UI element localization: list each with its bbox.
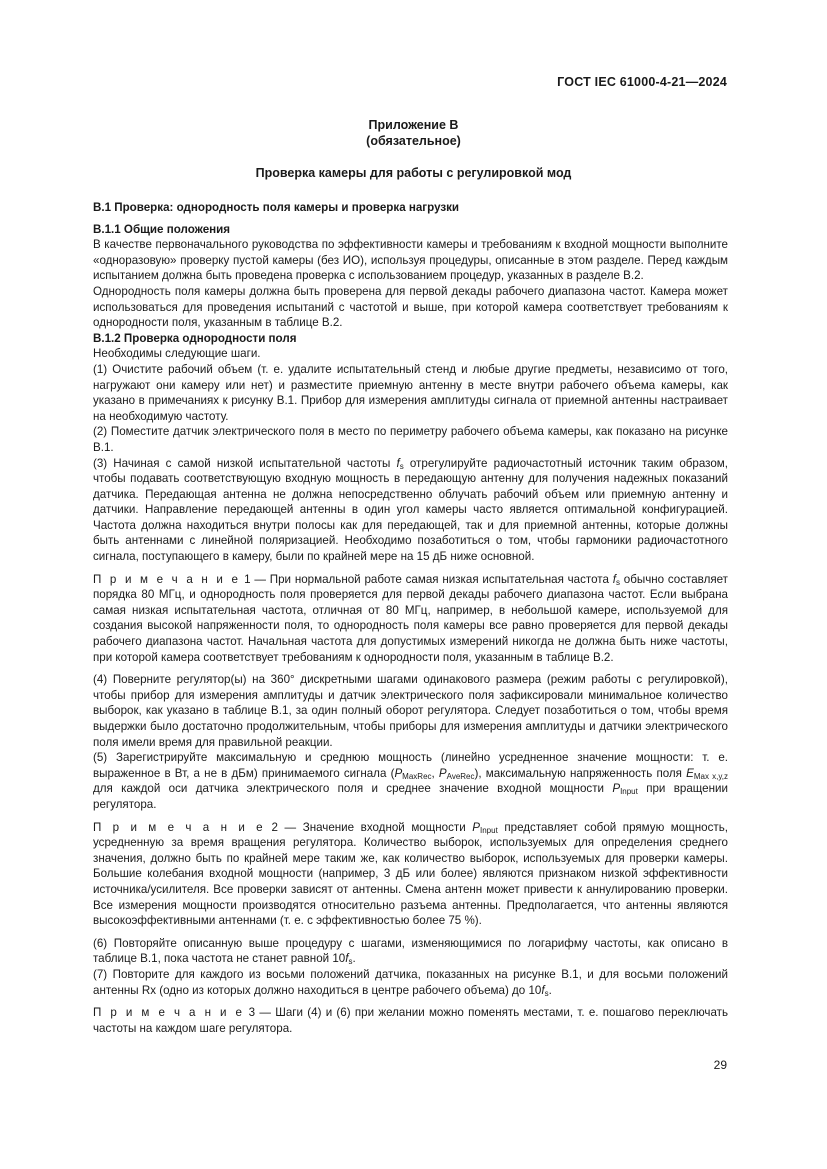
appendix-title: Приложение В (368, 118, 459, 132)
step-6: (6) Повторяйте описанную выше процедуру с шагами, изменяющимися по логарифму частоты, как описано в таблице В.1, пока частота не станет равной $10f_s$. (93, 936, 728, 967)
section-b12-heading: В.1.2 Проверка однородности поля (93, 331, 297, 345)
page-number: 29 (713, 1058, 727, 1072)
section-b11-heading: В.1.1 Общие положения (93, 222, 231, 236)
step-4: (4) Поверните регулятор(ы) на 360° дискретными шагами одинакового размера (режим работы с регулировкой), чтобы прибор для измерения амплитуды и датчик электрического поля зафиксировали минимальное количество выборок, как указано в таблице В.1, за один полный оборот регулятора. Следует позаботиться о том, чтобы время выдержки было достаточно продолжительным, чтобы приборы для измерения амплитуды и датчики электрического поля имели время для правильной реакции. (93, 673, 728, 749)
standard-code: ГОСТ IEC 61000-4-21—2024 (557, 75, 727, 89)
step-7: (7) Повторите для каждого из восьми положений датчика, показанных на рисунке В.1, и для восьми положений антенны Rx (одно из которых должно находиться в центре рабочего объема) до $10f_s$. (93, 967, 728, 998)
step-1: (1) Очистите рабочий объем (т. е. удалите испытательный стенд и любые другие предметы, независимо от того, нагружают они камеру или нет) и разместите приемную антенну в месте внутри рабочего объема камеры, как указано в примечаниях к рисунку В.1. Прибор для измерения амплитуды сигнала от приемной антенны настраивает на необходимую частоту. (93, 362, 728, 423)
step-5: (5) Зарегистрируйте максимальную и среднюю мощность (линейно усредненное значение мощности: т. е. выраженное в Вт, а не в дБм) принимаемого сигнала ($P_{MaxRec}$, $P_{AveRec}$), максимальную напряженность поля $E_{Max x,y,z}$ для каждой оси датчика электрического поля и среднее значение входной мощности $P_{Input}$ при вращении регулятора. (93, 751, 728, 811)
step-2: (2) Поместите датчик электрического поля в место по периметру рабочего объема камеры, как показано на рисунке В.1. (93, 425, 728, 454)
paragraph: Необходимы следующие шаги. (93, 347, 261, 361)
paragraph: Однородность поля камеры должна быть проверена для первой декады рабочего диапазона частот. Камера может использоваться для проведения испытаний с частотой и выше, при которой камера соответствует требованиям к однородности поля, указанным в таблице В.2. (93, 284, 728, 330)
appendix-status: (обязательное) (366, 134, 461, 148)
body-text (93, 200, 728, 1036)
section-b1-heading: В.1 Проверка: однородность поля камеры и проверка нагрузки (93, 201, 460, 214)
paragraph: В качестве первоначального руководства по эффективности камеры и требованиям к входной мощности выполните «одноразовую» проверку пустой камеры (без ИО), используя процедуры, описанные в этом разделе. Перед каждым испытанием должна быть проведена проверка с использованием процедур, указанных в разделе В.2. (93, 238, 728, 283)
note-2: П р и м е ч а н и е 2 — Значение входной мощности $P_{Input}$ представляет собой прямую мощность, усредненную за время вращения регулятора. Количество выборок, используемых для определения среднего значения, должно быть по крайней мере таким же, как количество выборок, используемых для проверки камеры. Большие колебания входной мощности (например, 3 дБ или более) являются признаком низкой эффективности источника/усилителя. Все проверки зависят от антенны. Смена антенн может привести к аннулированию проверки. Все измерения мощности производятся относительно разъема антенны. Предполагается, что антенны являются высокоэффективными антеннами (т. е. с эффективностью более 75 %). (93, 820, 728, 928)
note-3: П р и м е ч а н и е 3 — Шаги (4) и (6) при желании можно поменять местами, т. е. пошагово переключать частоты на каждом шаге регулятора. (93, 1006, 728, 1035)
appendix-heading: Проверка камеры для работы с регулировкой мод (255, 166, 572, 180)
step-3: (3) Начиная с самой низкой испытательной частоты $f_s$ отрегулируйте радиочастотный источник таким образом, чтобы подавать соответствующую входную мощность в передающую антенну для получения надежных показаний датчика. Передающая антенна не должна непосредственно облучать рабочий объем или приемную антенну и датчики. Направление передающей антенны в один угол камеры часто является оптимальной конфигурацией. Частота должна находиться внутри полосы как для передающей, так и для приемной антенны, которые должны быть антеннами с линейной поляризацией. Необходимо позаботиться о том, чтобы гармоники радиочастотного сигнала, поступающего в камеру, были по крайней мере на 15 дБ ниже основной. (93, 456, 728, 564)
note-1: П р и м е ч а н и е 1 — При нормальной работе самая низкая испытательная частота $f_s$ обычно составляет порядка 80 МГц, и однородность поля проверяется для первой декады рабочего диапазона частот. Если выбрана самая низкая испытательная частота, отличная от 80 МГц, например, в небольшой камере, используемой для создания высокой напряженности поля, то однородность поля камеры все равно проверяется для первой декады рабочего диапазона частот. Начальная частота для допустимых измерений никогда не должна быть ниже частоты, при которой камера соответствует требованиям к однородности поля, указанным в таблице В.2. (93, 572, 728, 664)
